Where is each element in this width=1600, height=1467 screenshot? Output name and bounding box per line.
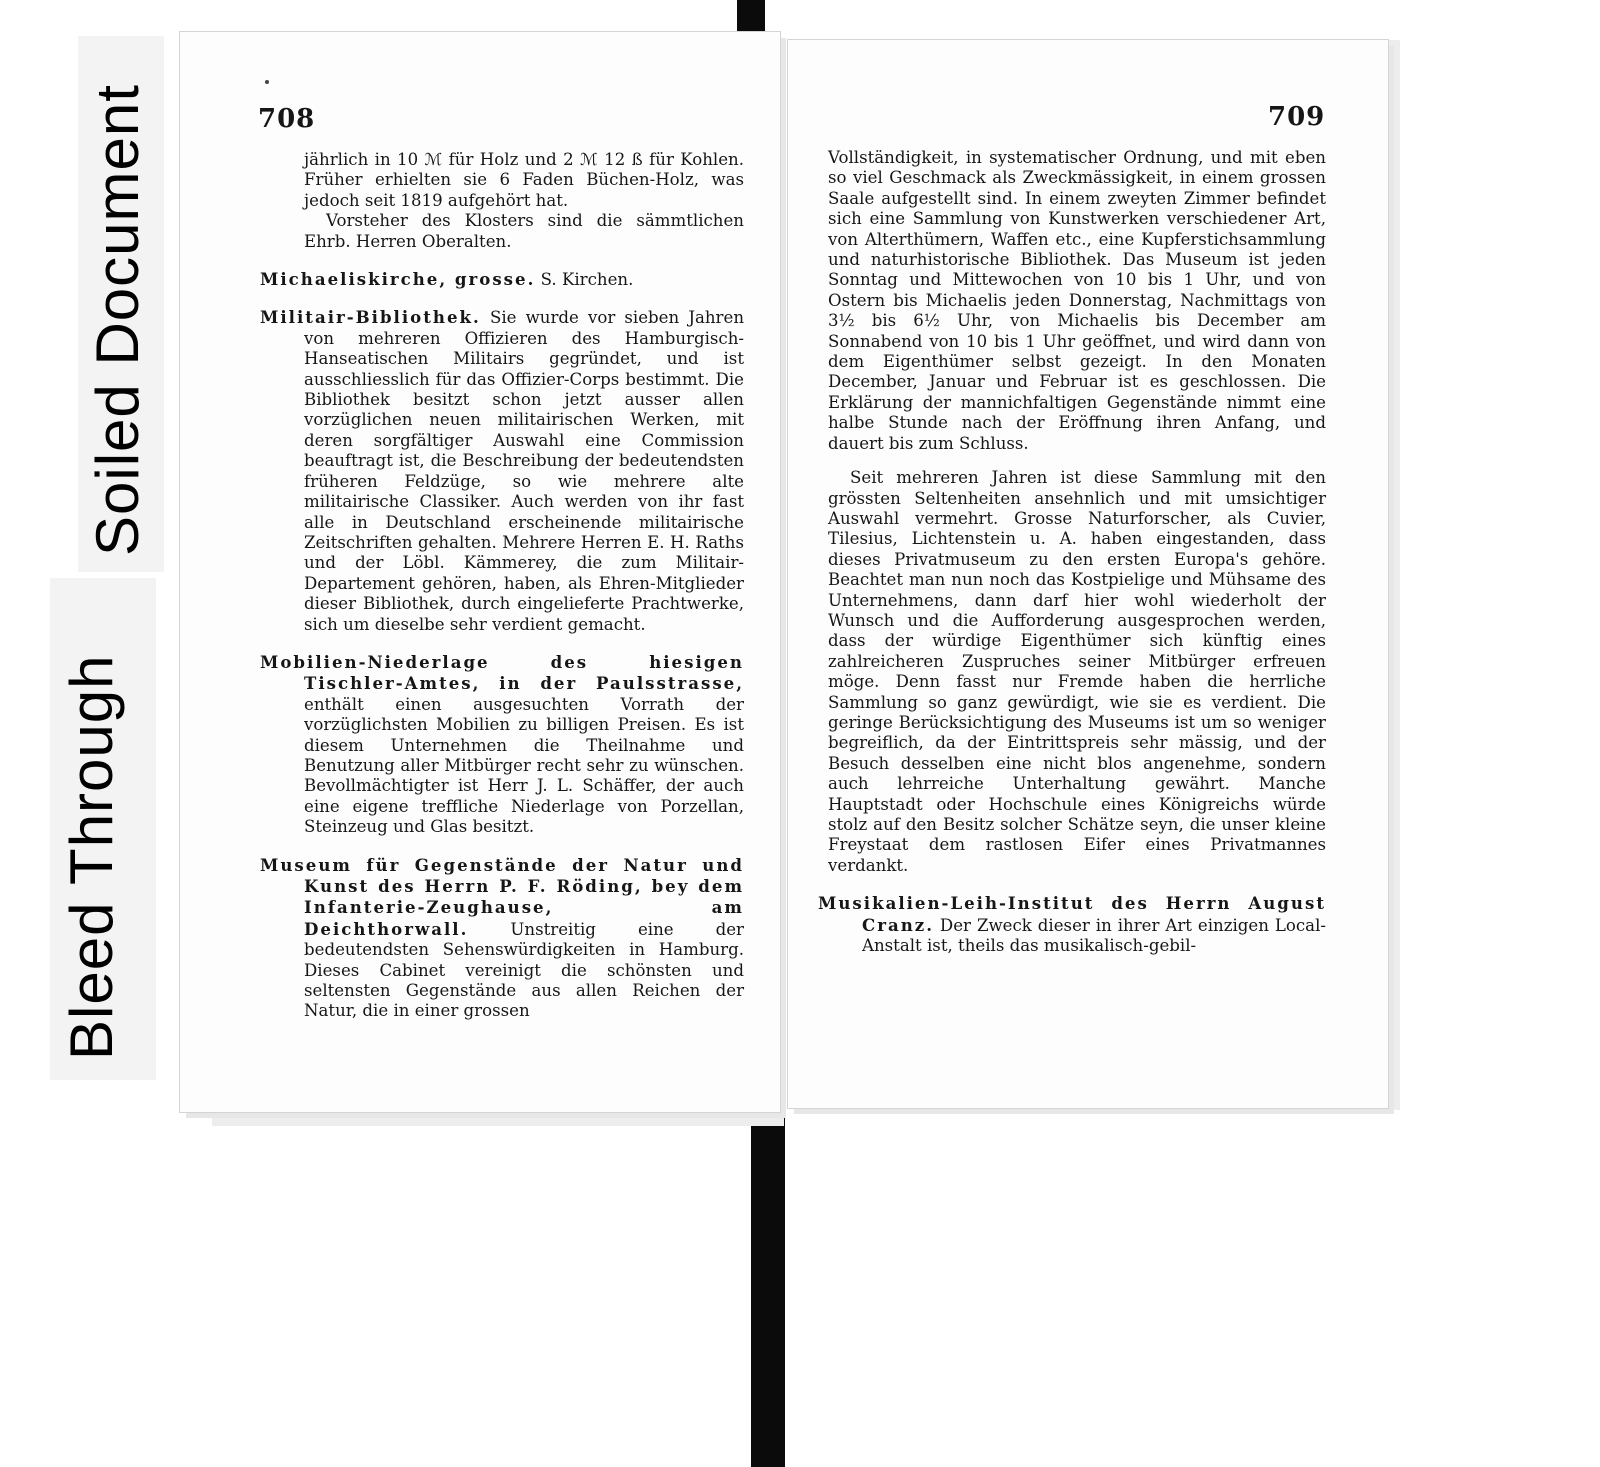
- text-paragraph: Vorsteher des Klosters sind die sämmtlichen Ehrb. Herren Oberalten.: [304, 211, 744, 251]
- entry-keyword: Musikalien-Leih-Institut des Herrn August Cranz.: [818, 893, 1326, 935]
- binding-bottom: [751, 1100, 785, 1467]
- entry-keyword: Museum für Gegenstände der Natur und Kunst des Herrn P. F. Röding, bey dem Infanterie-Zeughause, am Deichthorwall.: [260, 854, 744, 939]
- right-page-number: 709: [1268, 102, 1326, 132]
- text-paragraph: jährlich in 10 ℳ für Holz und 2 ℳ 12 ß für Kohlen. Früher erhielten sie 6 Faden Büchen-Holz, was jedoch seit 1819 aufgehört hat.: [304, 150, 744, 210]
- entry-paragraph: [260, 307, 744, 635]
- right-page-text: [818, 148, 1326, 956]
- entry-text: Der Zweck dieser in ihrer Art einzigen Local-Anstalt ist, theils das musikalisch-gebil-: [862, 915, 1326, 956]
- right-page: [788, 40, 1388, 1108]
- entry-keyword: Mobilien-Niederlage des hiesigen Tischler-Amtes, in der Paulsstrasse,: [260, 651, 744, 694]
- entry-text: enthält einen ausgesuchten Vorrath der vorzüglichsten Mobilien zu billigen Preisen. Es ist diesem Unternehmen die Theilnahme und Benutzung aller Mitbürger recht sehr zu wünschen. Bevollmächtigter ist Herr J. L. Schäffer, der auch eine eigene treffliche Niederlage von Porzellan, Steinzeug und Glas besitzt.: [304, 694, 744, 837]
- left-page: [180, 32, 780, 1112]
- speck: [265, 80, 269, 84]
- text-paragraph: Vollständigkeit, in systematischer Ordnung, und mit eben so viel Geschmack als Zweckmässigkeit, in einem grossen Saale aufgestellt sind. In einem zweyten Zimmer befindet sich eine Sammlung von Kunstwerken verschiedener Art, von Alterthümern, Waffen etc., eine Kupferstichsammlung und naturhistorische Bibliothek. Das Museum ist jeden Sonntag und Mittewochen von 10 bis 1 Uhr, und von Ostern bis Michaelis jeden Donnerstag, Nachmittags von 3½ bis 6½ Uhr, von Michaelis bis December am Sonnabend von 10 bis 1 Uhr geöffnet, und wird dann von dem Eigenthümer selbst gezeigt. In den Monaten December, Januar und Februar ist es geschlossen. Die Erklärung der mannichfaltigen Gegenstände nimmt eine halbe Stunde nach der Eröffnung ihren Anfang, und dauert bis zum Schluss.: [828, 148, 1326, 453]
- right-page-edge: [1386, 40, 1400, 1110]
- entry-paragraph: [260, 269, 744, 290]
- entry-keyword: Michaeliskirche, grosse.: [260, 269, 536, 290]
- entry-paragraph: [260, 855, 744, 1022]
- entry-paragraph: [818, 893, 1326, 956]
- entry-text: S. Kirchen.: [535, 270, 634, 290]
- entry-text: Sie wurde vor sieben Jahren von mehreren Offizieren des Hamburgisch-Hanseatischen Militairs gegründet, und ist ausschliesslich für das Offizier-Corps bestimmt. Die Bibliothek besitzt schon jetzt ausser allen vorzüglichen neuen militairischen Werken, mit deren sorgfältiger Auswahl eine Commission beauftragt ist, die Beschreibung der bedeutendsten früheren Feldzüge, so wie mehrere alte militairische Classiker. Auch werden von ihr fast alle in Deutschland erscheinende militairische Zeitschriften gehalten. Mehrere Herren E. H. Raths und der Löbl. Kämmerey, die zum Militair-Departement gehören, haben, als Ehren-Mitglieder dieser Bibliothek, durch eingelieferte Prachtwerke, sich um dieselbe sehr verdient gemacht.: [304, 308, 744, 634]
- bleed-through-label: Bleed Through: [58, 654, 125, 1060]
- left-page-number: 708: [258, 104, 316, 134]
- entry-text: Unstreitig eine der bedeutendsten Sehenswürdigkeiten in Hamburg. Dieses Cabinet vereinigt die schönsten und seltensten Gegenstände aus allen Reichen der Natur, die in einer grossen: [304, 919, 744, 1021]
- text-paragraph: Seit mehreren Jahren ist diese Sammlung mit den grössten Seltenheiten ansehnlich und mit umsichtiger Auswahl vermehrt. Grosse Naturforscher, als Cuvier, Tilesius, Lichtenstein u. A. haben eingestanden, dass dieses Privatmuseum zu den ersten Europa's gehöre. Beachtet man nun noch das Kostpielige und Mühsame des Unternehmens, dann darf hier wohl wiederholt der Wunsch und die Aufforderung ausgesprochen werden, dass der würdige Eigenthümer sich künftig eines zahlreicheren Zuspruches seiner Mitbürger erfreuen möge. Denn fasst nur Fremde haben die herrliche Sammlung so ganz gewürdigt, wie sie es verdient. Die geringe Berücksichtigung des Museums ist um so weniger begreiflich, da der Eintrittspreis sehr mässig, und der Besuch desselben eine nicht blos angenehme, sondern auch lehrreiche Unterhaltung gewährt. Manche Hauptstadt oder Hochschule eines Königreichs würde stolz auf den Besitz solcher Schätze seyn, die unser kleine Freystaat dem rastlosen Eifer eines Privatmannes verdankt.: [828, 468, 1326, 875]
- entry-keyword: Militair-Bibliothek.: [260, 307, 481, 328]
- soiled-document-label: Soiled Document: [84, 84, 151, 556]
- left-page-text: [260, 150, 744, 1022]
- entry-paragraph: [260, 652, 744, 838]
